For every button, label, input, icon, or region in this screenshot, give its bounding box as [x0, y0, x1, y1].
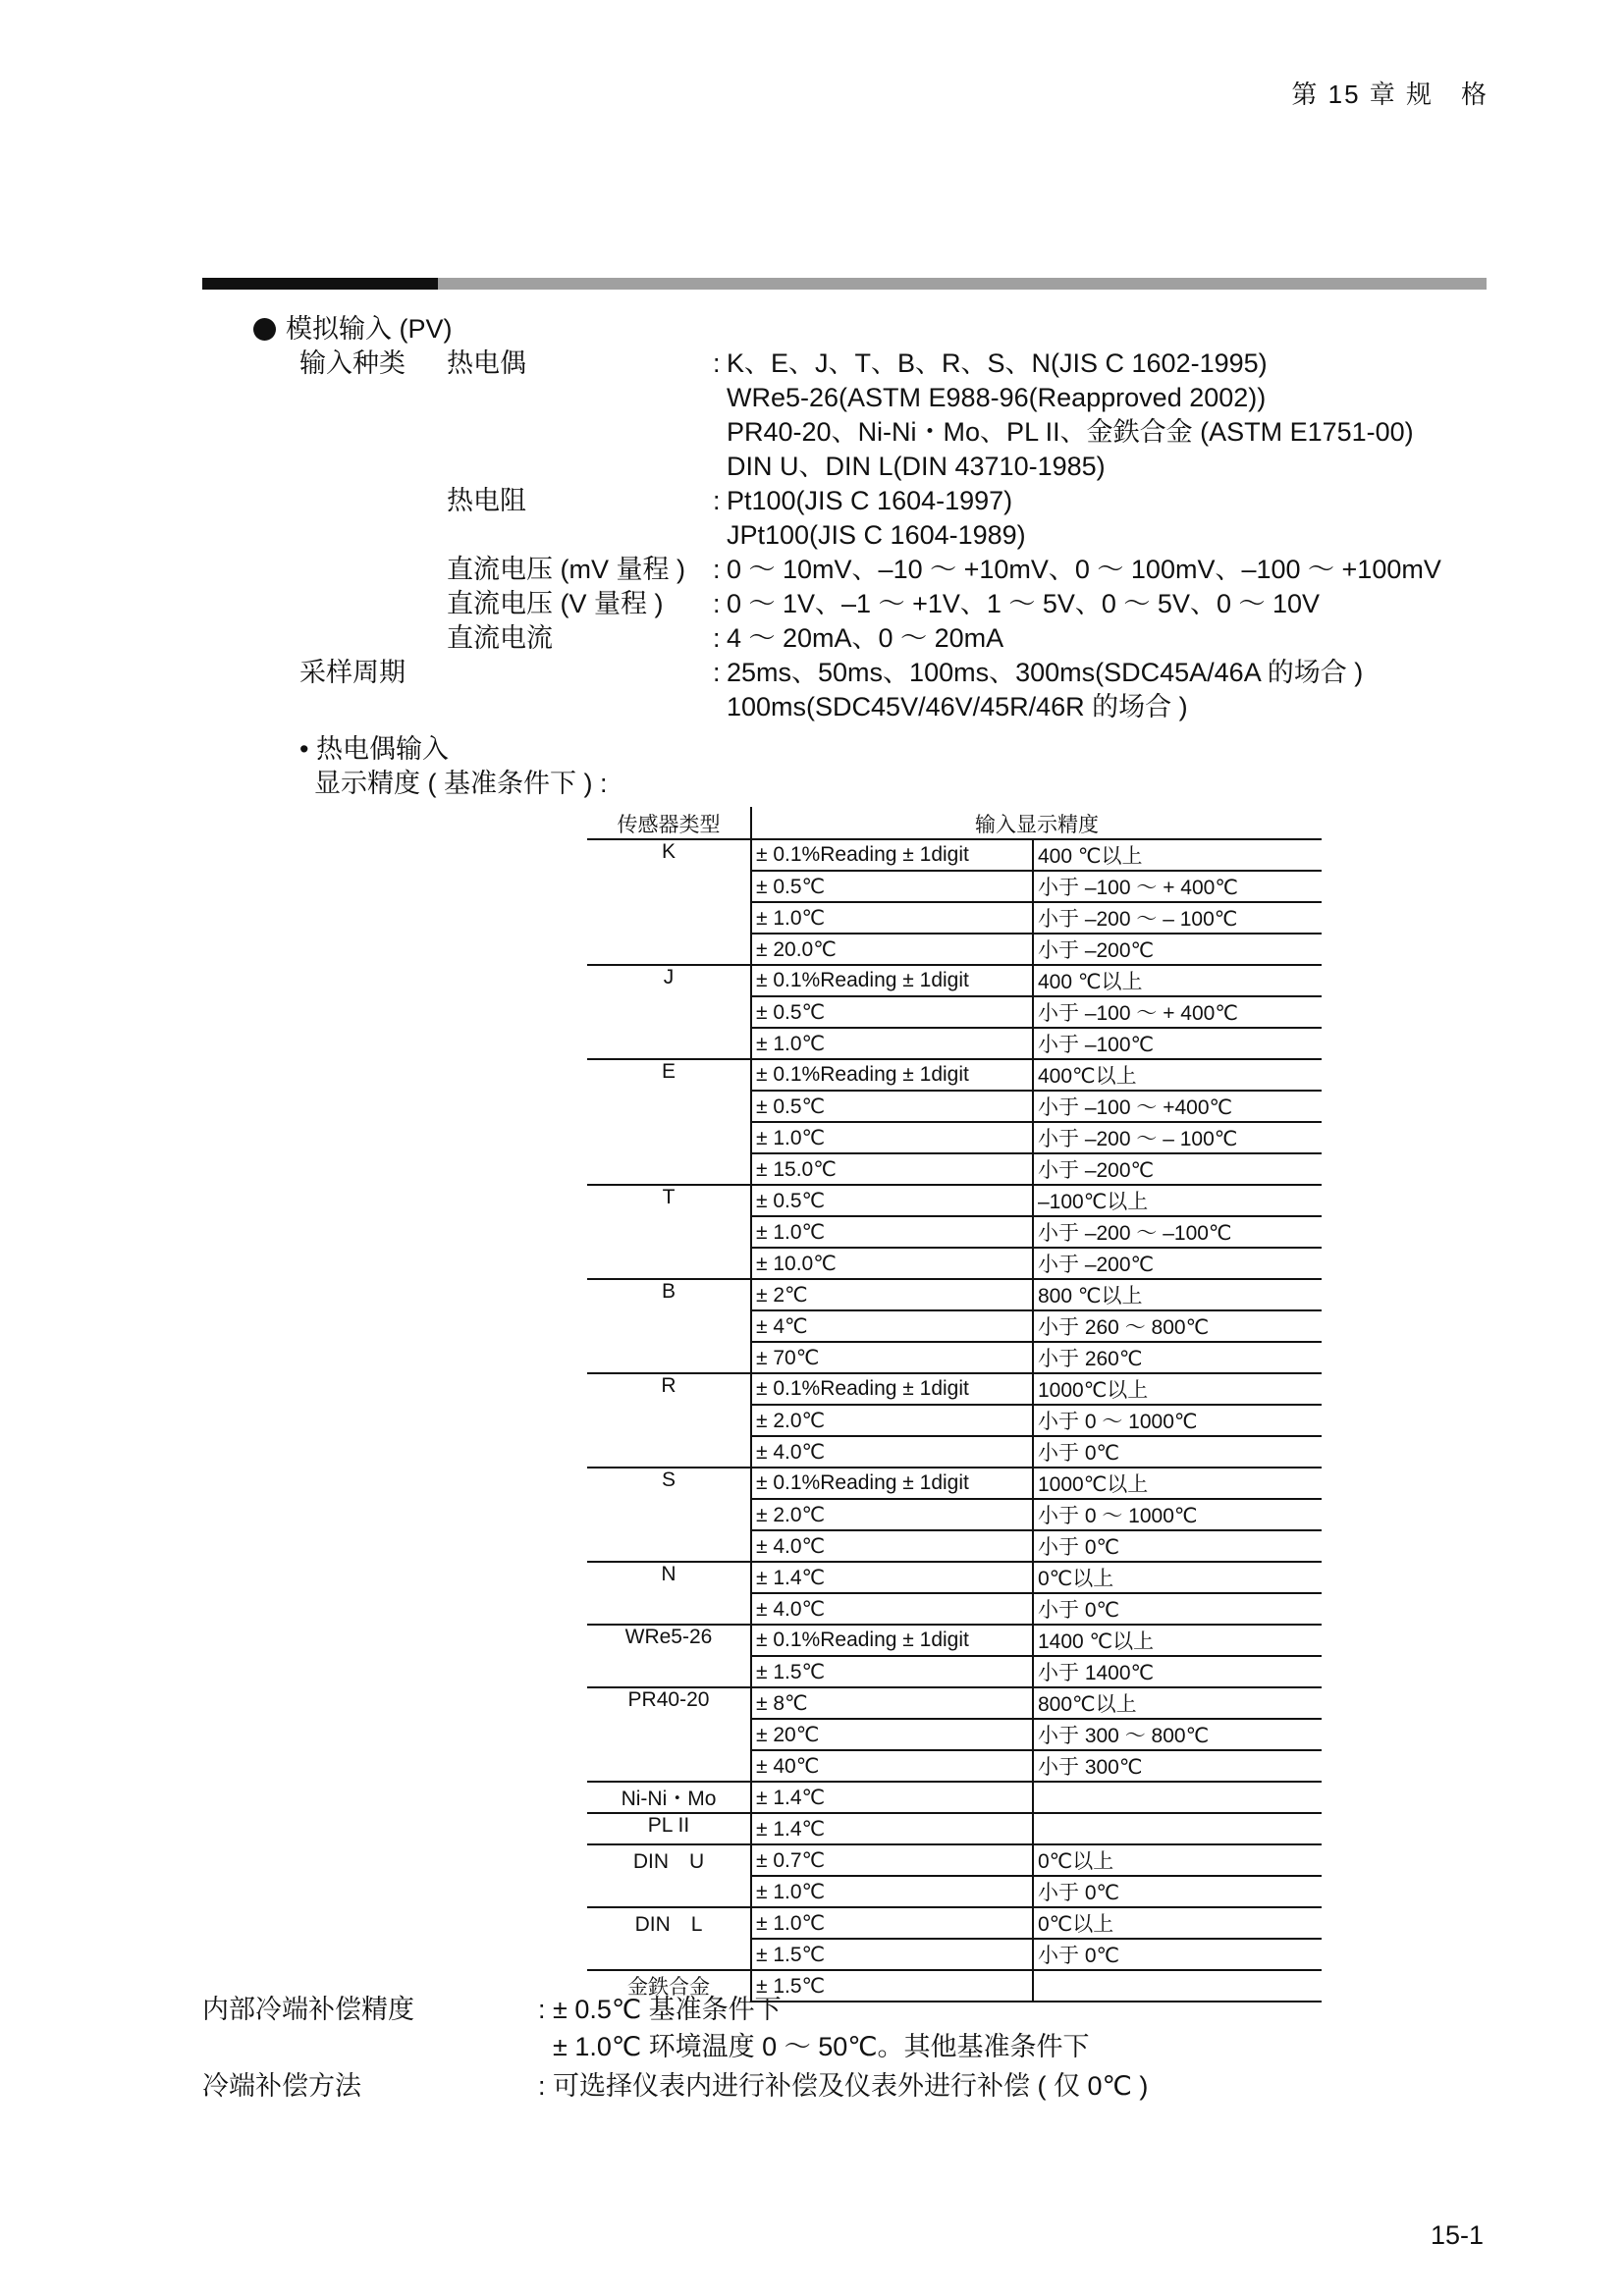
- colon: :: [713, 623, 721, 653]
- sampling-line: 25ms、50ms、100ms、300ms(SDC45A/46A 的场合 ): [727, 658, 1364, 687]
- condition-cell: 800℃以上: [1033, 1687, 1322, 1719]
- accuracy-cell: ± 8℃: [751, 1687, 1033, 1719]
- condition-cell: 小于 1400℃: [1033, 1656, 1322, 1687]
- cjc-method-value: 可选择仪表内进行补偿及仪表外进行补偿 ( 仅 0℃ ): [553, 2071, 1149, 2101]
- colon: :: [713, 589, 721, 618]
- header-rule-accent: [202, 278, 438, 290]
- condition-cell: [1033, 1970, 1322, 2002]
- condition-cell: [1033, 1782, 1322, 1813]
- sensor-type-cell: K: [661, 840, 676, 863]
- colon: :: [538, 2071, 546, 2101]
- accuracy-cell: ± 1.5℃: [751, 1656, 1033, 1687]
- condition-cell: –100℃以上: [1033, 1185, 1322, 1216]
- condition-cell: 小于 –200 ～ – 100℃: [1033, 902, 1322, 934]
- thermocouple-input-bullet: • 热电偶输入: [299, 734, 449, 764]
- condition-cell: 1400 ℃以上: [1033, 1625, 1322, 1656]
- accuracy-cell: ± 0.1%Reading ± 1digit: [751, 1373, 1033, 1405]
- sensor-type-cell: 金鉄合金: [587, 1970, 751, 2002]
- condition-cell: [1033, 1813, 1322, 1844]
- condition-cell: 小于 0℃: [1033, 1939, 1322, 1970]
- accuracy-cell: ± 1.5℃: [751, 1939, 1033, 1970]
- table-row: [587, 1059, 1322, 1091]
- accuracy-cell: ± 40℃: [751, 1750, 1033, 1782]
- sensor-type-cell: E: [587, 1059, 751, 1185]
- condition-cell: 小于 0℃: [1033, 1876, 1322, 1907]
- condition-cell: 800 ℃以上: [1033, 1279, 1322, 1310]
- ma-label: 直流电流: [447, 623, 553, 653]
- cjc-method-label: 冷端补偿方法: [202, 2071, 361, 2101]
- cjc-accuracy-line: ± 0.5℃ 基准条件下: [553, 1995, 782, 2024]
- condition-cell: 小于 300℃: [1033, 1750, 1322, 1782]
- table-row: [587, 1185, 1322, 1216]
- section-title: 模拟输入 (PV): [286, 314, 453, 344]
- input-type-label: 输入种类: [299, 348, 406, 378]
- rtd-label: 热电阻: [447, 486, 526, 515]
- sensor-type-cell: PR40-20: [587, 1687, 751, 1782]
- condition-cell: 小于 0℃: [1033, 1436, 1322, 1468]
- sensor-type-cell: PL II: [587, 1813, 751, 1844]
- accuracy-cell: ± 20℃: [751, 1719, 1033, 1750]
- condition-cell: 小于 –100 ～ + 400℃: [1033, 871, 1322, 902]
- bullet-icon: [253, 318, 276, 341]
- accuracy-cell: ± 0.1%Reading ± 1digit: [751, 1625, 1033, 1656]
- thermocouple-line: WRe5-26(ASTM E988-96(Reapproved 2002)): [727, 383, 1267, 412]
- condition-cell: 小于 –200℃: [1033, 1248, 1322, 1279]
- accuracy-cell: ± 15.0℃: [751, 1153, 1033, 1185]
- condition-cell: 0℃以上: [1033, 1562, 1322, 1593]
- accuracy-cell: ± 0.5℃: [751, 1091, 1033, 1122]
- table-row: [587, 839, 1322, 871]
- condition-cell: 小于 –200 ～ – 100℃: [1033, 1122, 1322, 1153]
- v-value: 0 ～ 1V、–1 ～ +1V、1 ～ 5V、0 ～ 5V、0 ～ 10V: [727, 589, 1321, 618]
- cjc-accuracy-line: ± 1.0℃ 环境温度 0 ～ 50℃。其他基准条件下: [553, 2032, 1090, 2061]
- thermocouple-label: 热电偶: [447, 348, 526, 378]
- condition-cell: 小于 –100 ～ +400℃: [1033, 1091, 1322, 1122]
- accuracy-cell: ± 1.4℃: [751, 1813, 1033, 1844]
- rtd-line: Pt100(JIS C 1604-1997): [727, 486, 1013, 515]
- table-row: [587, 1687, 1322, 1719]
- accuracy-cell: ± 1.0℃: [751, 1216, 1033, 1248]
- accuracy-cell: ± 0.1%Reading ± 1digit: [751, 1468, 1033, 1499]
- accuracy-cell: ± 10.0℃: [751, 1248, 1033, 1279]
- condition-cell: 小于 260℃: [1033, 1342, 1322, 1373]
- sampling-label: 采样周期: [299, 658, 406, 687]
- accuracy-cell: ± 20.0℃: [751, 934, 1033, 965]
- thermocouple-line: K、E、J、T、B、R、S、N(JIS C 1602-1995): [727, 348, 1268, 378]
- accuracy-cell: ± 4℃: [751, 1310, 1033, 1342]
- sensor-type-cell: WRe5-26: [587, 1625, 751, 1687]
- accuracy-cell: ± 1.0℃: [751, 1907, 1033, 1939]
- table-row: [587, 1373, 1322, 1405]
- colon: :: [713, 486, 721, 515]
- accuracy-caption: 显示精度 ( 基准条件下 ) :: [314, 769, 608, 798]
- sensor-type-cell: R: [587, 1373, 751, 1468]
- condition-cell: 小于 0 ～ 1000℃: [1033, 1499, 1322, 1530]
- sensor-type-cell: B: [587, 1279, 751, 1373]
- sensor-type-cell: DIN U: [587, 1844, 751, 1907]
- cjc-accuracy-label: 内部冷端补偿精度: [202, 1995, 414, 2024]
- table-row: [587, 1782, 1322, 1813]
- chapter-header: 第 15 章 规 格: [1291, 80, 1489, 109]
- table-row: [587, 1279, 1322, 1310]
- condition-cell: 小于 –200℃: [1033, 1153, 1322, 1185]
- page-number: 15-1: [1430, 2220, 1484, 2250]
- condition-cell: 小于 0 ～ 1000℃: [1033, 1405, 1322, 1436]
- accuracy-cell: ± 70℃: [751, 1342, 1033, 1373]
- sensor-type-cell: DIN L: [587, 1907, 751, 1970]
- colon: :: [713, 348, 721, 378]
- accuracy-cell: ± 2.0℃: [751, 1499, 1033, 1530]
- accuracy-cell: ± 1.0℃: [751, 1122, 1033, 1153]
- condition-cell: 0℃以上: [1033, 1844, 1322, 1876]
- sensor-type-cell: N: [587, 1562, 751, 1625]
- condition-cell: 小于 300 ～ 800℃: [1033, 1719, 1322, 1750]
- header-sensor-type: 传感器类型: [587, 807, 751, 839]
- table-row: [587, 1813, 1322, 1844]
- accuracy-cell: ± 0.1%Reading ± 1digit: [751, 839, 1033, 871]
- accuracy-cell: ± 0.1%Reading ± 1digit: [751, 1059, 1033, 1091]
- condition-cell: 小于 –100℃: [1033, 1028, 1322, 1059]
- header-rule: [202, 278, 1487, 290]
- accuracy-cell: ± 2℃: [751, 1279, 1033, 1310]
- condition-cell: 小于 0℃: [1033, 1530, 1322, 1562]
- table-row: [587, 1844, 1322, 1876]
- header-accuracy: 输入显示精度: [751, 807, 1322, 839]
- accuracy-cell: ± 1.0℃: [751, 1876, 1033, 1907]
- condition-cell: 400℃以上: [1033, 1059, 1322, 1091]
- accuracy-cell: ± 0.1%Reading ± 1digit: [751, 965, 1033, 996]
- section-heading: [253, 312, 453, 347]
- colon: :: [538, 1995, 546, 2024]
- condition-cell: 400 ℃以上: [1033, 839, 1322, 871]
- table-row: [587, 965, 1322, 996]
- table-row: [587, 1907, 1322, 1939]
- accuracy-cell: ± 0.7℃: [751, 1844, 1033, 1876]
- table-row: [587, 1468, 1322, 1499]
- colon: :: [713, 658, 721, 687]
- rtd-line: JPt100(JIS C 1604-1989): [727, 520, 1026, 550]
- accuracy-cell: ± 1.5℃: [751, 1970, 1033, 2002]
- condition-cell: 1000℃以上: [1033, 1373, 1322, 1405]
- table-row: [587, 1625, 1322, 1656]
- condition-cell: 1000℃以上: [1033, 1468, 1322, 1499]
- thermocouple-line: DIN U、DIN L(DIN 43710-1985): [727, 452, 1106, 481]
- ma-value: 4 ～ 20mA、0 ～ 20mA: [727, 623, 1004, 653]
- v-label: 直流电压 (V 量程 ): [447, 589, 664, 618]
- sampling-line: 100ms(SDC45V/46V/45R/46R 的场合 ): [727, 692, 1188, 721]
- condition-cell: 小于 260 ～ 800℃: [1033, 1310, 1322, 1342]
- condition-cell: 400 ℃以上: [1033, 965, 1322, 996]
- accuracy-cell: ± 2.0℃: [751, 1405, 1033, 1436]
- table-row: [587, 1562, 1322, 1593]
- accuracy-cell: ± 0.5℃: [751, 871, 1033, 902]
- accuracy-cell: ± 4.0℃: [751, 1593, 1033, 1625]
- accuracy-cell: ± 4.0℃: [751, 1436, 1033, 1468]
- sensor-type-cell: Ni-Ni・Mo: [587, 1782, 751, 1813]
- accuracy-cell: ± 1.0℃: [751, 902, 1033, 934]
- condition-cell: 0℃以上: [1033, 1907, 1322, 1939]
- accuracy-table-body: [587, 839, 1322, 2002]
- sensor-type-cell: T: [587, 1185, 751, 1279]
- accuracy-cell: ± 0.5℃: [751, 1185, 1033, 1216]
- sensor-type-cell: J: [587, 965, 751, 1059]
- mv-label: 直流电压 (mV 量程 ): [447, 555, 685, 584]
- condition-cell: 小于 –200 ～ –100℃: [1033, 1216, 1322, 1248]
- condition-cell: 小于 –100 ～ + 400℃: [1033, 996, 1322, 1028]
- thermocouple-line: PR40-20、Ni-Ni・Mo、PL II、金鉄合金 (ASTM E1751-00): [727, 417, 1414, 447]
- accuracy-cell: ± 1.4℃: [751, 1562, 1033, 1593]
- condition-cell: 小于 –200℃: [1033, 934, 1322, 965]
- mv-value: 0 ～ 10mV、–10 ～ +10mV、0 ～ 100mV、–100 ～ +100mV: [727, 555, 1441, 584]
- colon: :: [713, 555, 721, 584]
- accuracy-table: [587, 807, 1322, 2002]
- accuracy-cell: ± 1.4℃: [751, 1782, 1033, 1813]
- sensor-type-cell: S: [587, 1468, 751, 1562]
- accuracy-cell: ± 4.0℃: [751, 1530, 1033, 1562]
- condition-cell: 小于 0℃: [1033, 1593, 1322, 1625]
- accuracy-cell: ± 1.0℃: [751, 1028, 1033, 1059]
- accuracy-cell: ± 0.5℃: [751, 996, 1033, 1028]
